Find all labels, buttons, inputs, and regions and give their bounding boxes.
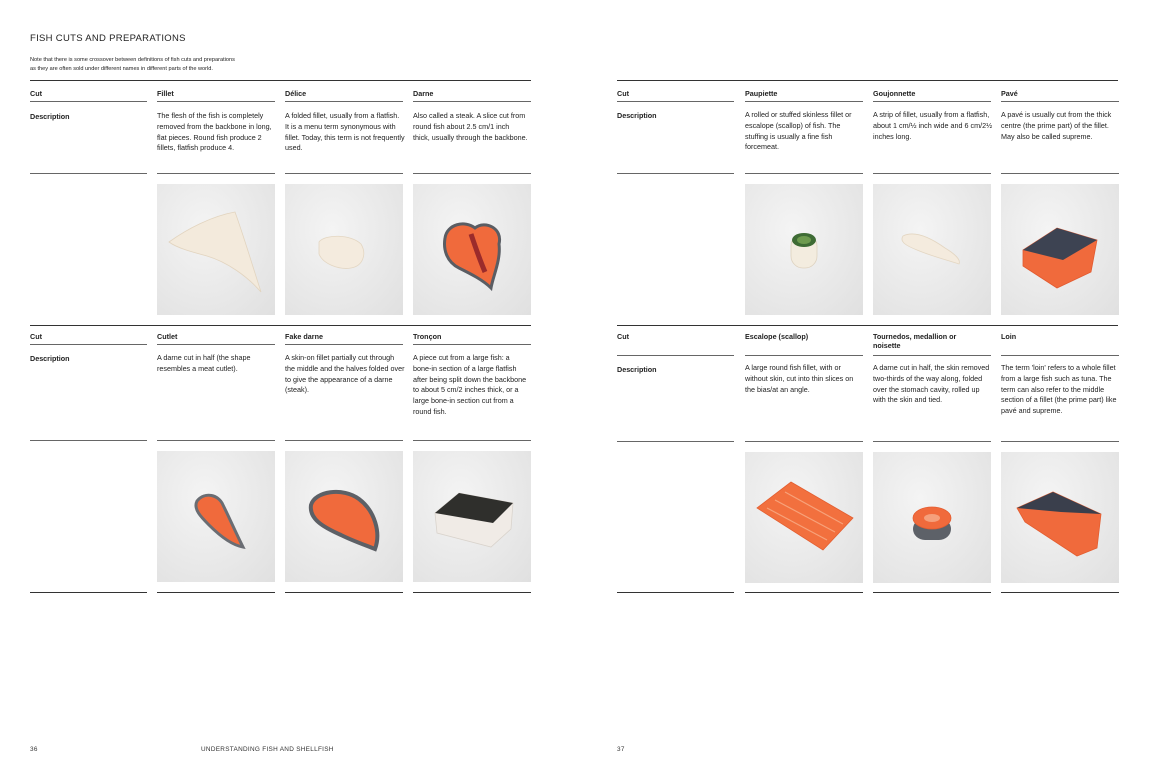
cut-label: Cut [30, 89, 42, 98]
rule-desc-end-4 [745, 173, 863, 174]
description-label-right: Description [617, 111, 657, 120]
cut-name-troncon: Tronçon [413, 332, 442, 341]
description-fillet: The flesh of the fish is completely removed from the backbone in long, flat pieces. Round fish produce 2 fillets, flatfish produce 4. [157, 111, 272, 153]
intro-note-line-1: Note that there is some crossover between definitions of fish cuts and preparations [30, 57, 235, 63]
rule-row2-top-right [617, 325, 1118, 326]
cut-label-row2: Cut [30, 332, 42, 341]
cut-name-cutlet: Cutlet [157, 332, 178, 341]
rule-col1 [157, 101, 275, 102]
rule-col2-row2 [285, 344, 403, 345]
rule-col6-row2 [1001, 355, 1119, 356]
rule-col1-row2 [157, 344, 275, 345]
cut-name-pave: Pavé [1001, 89, 1018, 98]
page-title: FISH CUTS AND PREPARATIONS [30, 33, 186, 44]
rule-desc-end-3 [413, 173, 531, 174]
rule-label-right-row2 [617, 355, 734, 356]
rule-desc-end-1-row2 [157, 440, 275, 441]
rule-col3 [413, 101, 531, 102]
rule-bottom-label-right [617, 592, 734, 593]
cut-name-fillet: Fillet [157, 89, 174, 98]
rule-bottom-2 [285, 592, 403, 593]
cut-name-darne: Darne [413, 89, 434, 98]
rule-desc-end-6-row2 [1001, 441, 1119, 442]
rule-col3-row2 [413, 344, 531, 345]
rule-bottom-1 [157, 592, 275, 593]
description-troncon: A piece cut from a large fish: a bone-in section of a large flatfish after being split down the backbone to about 5 cm/2 inches thick, or a large bone-in section cut from a round fish. [413, 353, 527, 416]
description-escalope: A large round fish fillet, with or without skin, cut into thin slices on the bias/at an angle. [745, 363, 854, 394]
intro-note-line-2: as they are often sold under different names in different parts of the world. [30, 65, 213, 72]
escalope-photo [745, 452, 863, 583]
rule-top-right [617, 80, 1118, 81]
rule-label-left-row2 [30, 344, 147, 345]
rule-desc-end-label-right-row2 [617, 441, 734, 442]
troncon-photo [413, 451, 531, 582]
cut-name-goujonnette: Goujonnette [873, 89, 916, 98]
rule-bottom-3 [413, 592, 531, 593]
description-goujonnette: A strip of fillet, usually from a flatfish, about 1 cm/½ inch wide and 6 cm/2½ inches long. [873, 110, 993, 141]
description-pave: A pavé is usually cut from the thick centre (the prime part) of the fillet. May also be called supreme. [1001, 110, 1112, 141]
paupiette-photo [745, 184, 863, 315]
description-label-row2: Description [30, 354, 70, 363]
description-cutlet: A darne cut in half (the shape resembles a meat cutlet). [157, 353, 251, 373]
rule-col5 [873, 101, 991, 102]
rule-desc-end-2 [285, 173, 403, 174]
rule-bottom-5 [873, 592, 991, 593]
loin-photo [1001, 452, 1119, 583]
rule-col4 [745, 101, 863, 102]
pave-photo [1001, 184, 1119, 315]
rule-desc-end-label-right [617, 173, 734, 174]
description-paupiette: A rolled or stuffed skinless fillet or escalope (scallop) of fish. The stuffing is usually a fine fish forcemeat. [745, 110, 852, 152]
cut-label-right: Cut [617, 89, 629, 98]
tournedos-photo [873, 452, 991, 583]
description-tournedos: A darne cut in half, the skin removed two-thirds of the way along, folded over the stomach cavity, rolled up with the skin and tied. [873, 363, 990, 405]
darne-photo [413, 184, 531, 315]
description-delice: A folded fillet, usually from a flatfish. It is a menu term synonymous with fillet. Today, this term is not frequently used. [285, 111, 405, 153]
rule-label-left [30, 101, 147, 102]
rule-desc-end-5-row2 [873, 441, 991, 442]
cut-name-tournedos: Tournedos, medallion or noisette [873, 332, 957, 350]
rule-desc-end-6 [1001, 173, 1119, 174]
description-label-right-row2: Description [617, 365, 657, 374]
rule-desc-end-2-row2 [285, 440, 403, 441]
right-page-number: 37 [617, 746, 625, 753]
cut-name-escalope: Escalope (scallop) [745, 332, 809, 341]
rule-desc-end-1 [157, 173, 275, 174]
rule-desc-end-5 [873, 173, 991, 174]
rule-desc-end-3-row2 [413, 440, 531, 441]
rule-desc-end-label [30, 173, 147, 174]
fillet-photo [157, 184, 275, 315]
cut-label-right-row2: Cut [617, 332, 629, 341]
rule-col2 [285, 101, 403, 102]
fake-darne-photo [285, 451, 403, 582]
cut-name-loin: Loin [1001, 332, 1017, 341]
rule-bottom-4 [745, 592, 863, 593]
rule-col4-row2 [745, 355, 863, 356]
goujonnette-photo [873, 184, 991, 315]
rule-col6 [1001, 101, 1119, 102]
rule-bottom-label-left [30, 592, 147, 593]
description-label: Description [30, 112, 70, 121]
description-fake-darne: A skin-on fillet partially cut through the middle and the halves folded over to give the appearance of a darne (steak). [285, 353, 405, 395]
description-darne: Also called a steak. A slice cut from round fish about 2.5 cm/1 inch thick, usually through the backbone. [413, 111, 528, 142]
rule-row2-top-left [30, 325, 531, 326]
cut-name-fake-darne: Fake darne [285, 332, 323, 341]
rule-label-right [617, 101, 734, 102]
cut-name-delice: Délice [285, 89, 307, 98]
rule-top-left [30, 80, 531, 81]
description-loin: The term 'loin' refers to a whole fillet from a large fish such as tuna. The term can also refer to the middle section of a fillet (the prime part) like pavé and supreme. [1001, 363, 1117, 416]
rule-bottom-6 [1001, 592, 1119, 593]
rule-desc-end-4-row2 [745, 441, 863, 442]
delice-photo [285, 184, 403, 315]
running-head: UNDERSTANDING FISH AND SHELLFISH [201, 746, 334, 753]
rule-desc-end-label-row2 [30, 440, 147, 441]
left-page-number: 36 [30, 746, 38, 753]
rule-col5-row2 [873, 355, 991, 356]
intro-note [30, 56, 320, 73]
cut-name-paupiette: Paupiette [745, 89, 778, 98]
cutlet-photo [157, 451, 275, 582]
